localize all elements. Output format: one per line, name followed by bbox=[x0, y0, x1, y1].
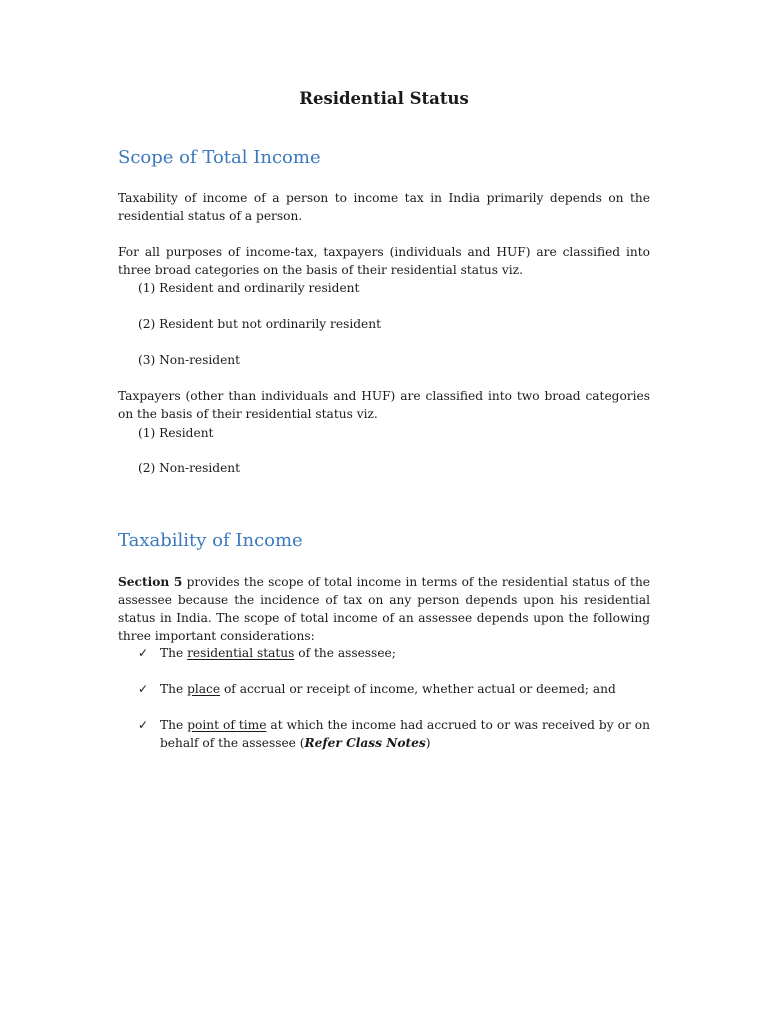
checkmark-icon: ✓ bbox=[138, 718, 149, 732]
scope-paragraph-3: Taxpayers (other than individuals and HUF) are classified into two broad categories on the basis of their residential status viz. bbox=[118, 389, 650, 421]
taxability-intro-text: provides the scope of total income in terms of the residential status of the assessee because the incidence of tax on any person depends upon his residential status in India. The scope of total income of an assessee depends upon the following three important considerations: bbox=[118, 575, 651, 643]
section-5-bold: Section 5 bbox=[118, 575, 183, 589]
section-heading-scope: Scope of Total Income bbox=[118, 147, 321, 168]
list-item-non-resident: (3) Non-resident bbox=[138, 353, 241, 367]
list-item-resident-ordinarily: (1) Resident and ordinarily resident bbox=[138, 281, 360, 295]
scope-paragraph-2: For all purposes of income-tax, taxpayers (individuals and HUF) are classified into three broad categories on the basis of their residential status viz. bbox=[118, 245, 650, 277]
term-point-of-time: point of time bbox=[187, 718, 267, 732]
term-place: place bbox=[187, 682, 221, 696]
term-residential-status: residential status bbox=[187, 646, 295, 660]
scope-paragraph-1: Taxability of income of a person to income tax in India primarily depends on the residential status of a person. bbox=[118, 191, 650, 223]
refer-class-notes: Refer Class Notes bbox=[304, 736, 426, 750]
list-item-resident-not-ordinarily: (2) Resident but not ordinarily resident bbox=[138, 317, 382, 331]
document-title: Residential Status bbox=[299, 89, 469, 108]
list-item-non-resident-2: (2) Non-resident bbox=[138, 461, 241, 475]
section-heading-taxability: Taxability of Income bbox=[118, 530, 303, 551]
checkmark-icon: ✓ bbox=[138, 646, 149, 660]
list-item-resident: (1) Resident bbox=[138, 426, 214, 440]
taxability-intro bbox=[118, 573, 650, 645]
checkmark-icon: ✓ bbox=[138, 682, 149, 696]
document-page: Residential Status Scope of Total Income Taxability of income of a person to income tax in India primarily depends on the residential status of a person. For all purposes of income-tax, taxpayers (individuals and HUF) are classified into three broad categories on the basis of their residential status viz. (1) Resident and ordinarily resident (2) Resident but not ordinarily resident (3) Non-resident Taxpayers (other than individuals and HUF) are classified into two broad categories on the basis of their residential status viz. (1) Resident (2) Non-resident Taxability of Income Section 5 provides the scope of total income in terms of the residential status of the assessee because the incidence of tax on any person depends upon his residential status in India. The scope of total income of an assessee depends upon the following three important considerations: ✓ The residential status of the assessee; ✓ The place of accrual or receipt of income, whether actual or deemed; and ✓ The point of time at which the income had accrued to or was received by or on behalf of the assessee (Refer Class Notes) bbox=[118, 89, 651, 750]
